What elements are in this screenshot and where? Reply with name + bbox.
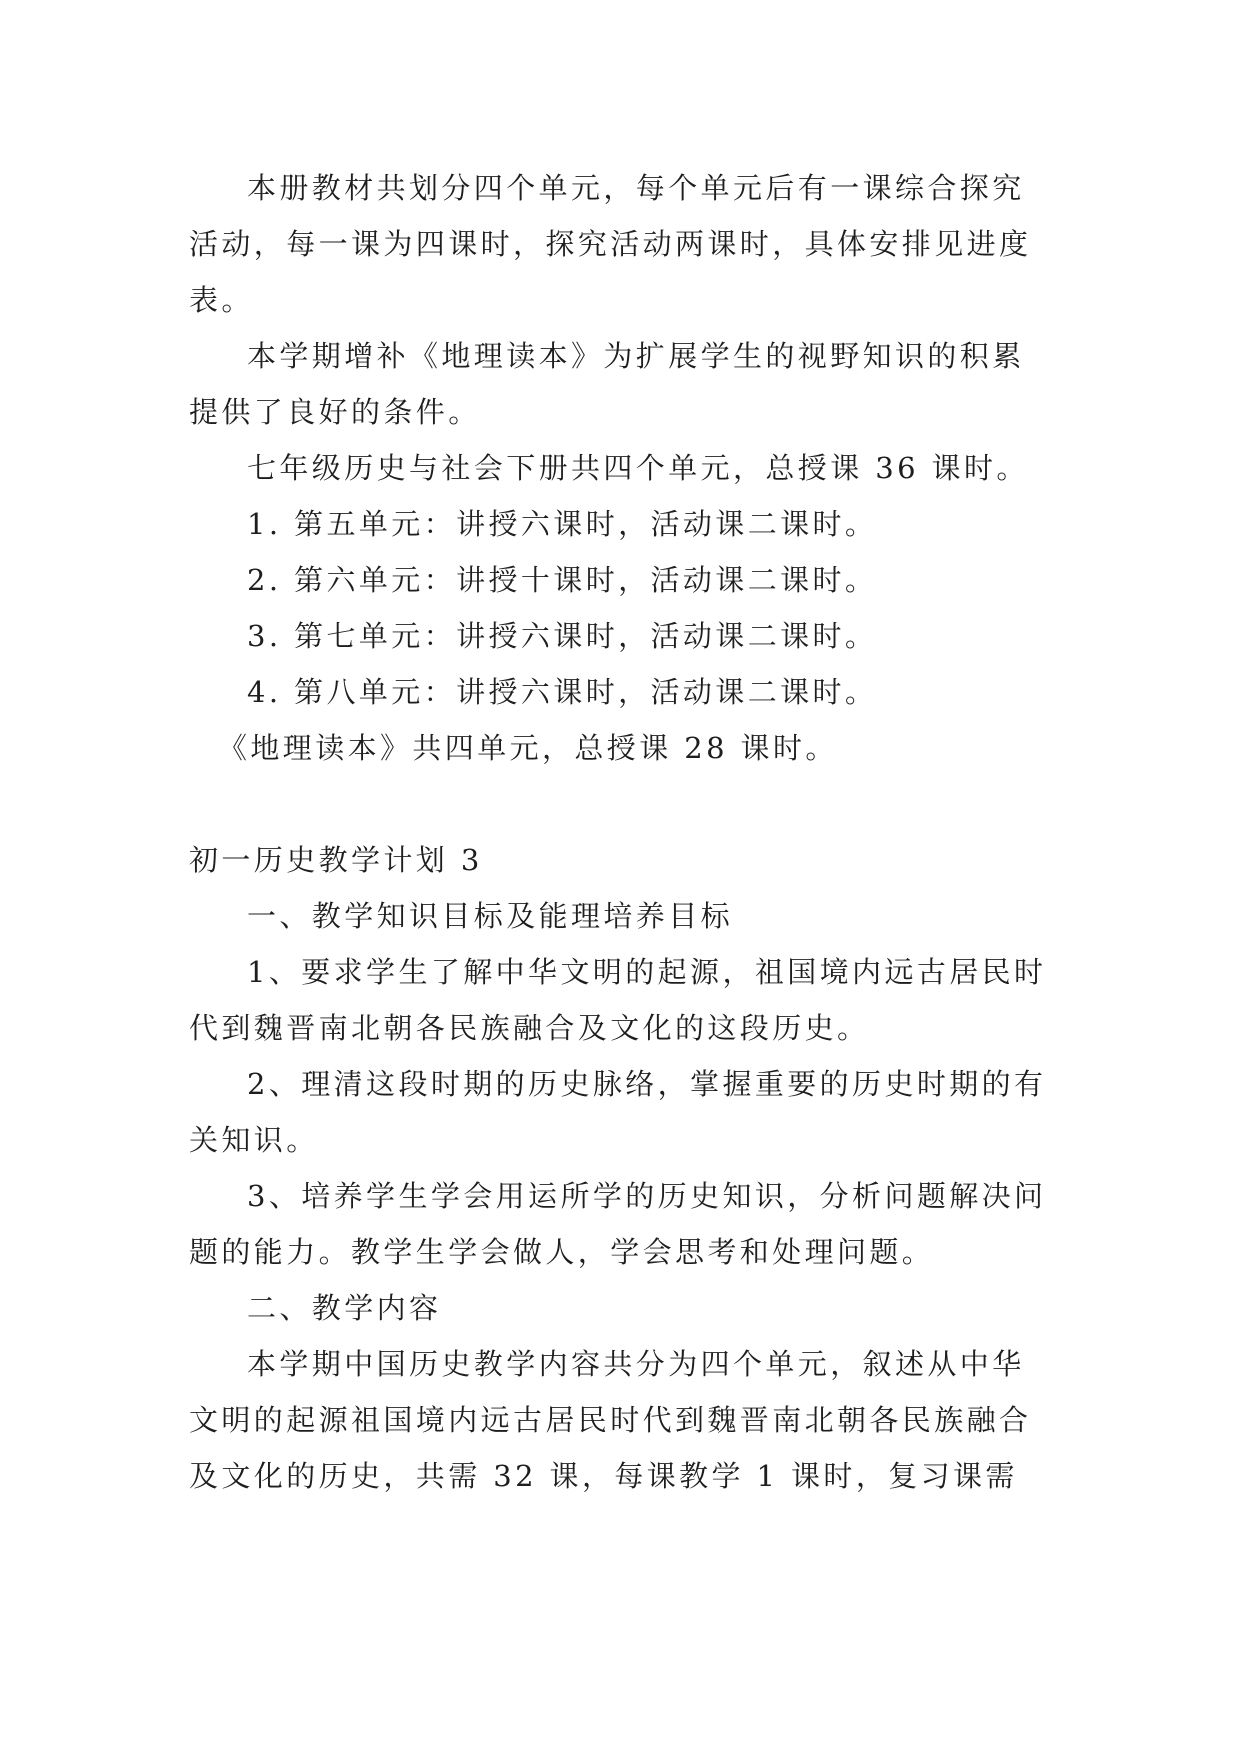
- objective-item-1: 1、要求学生了解中华文明的起源，祖国境内远古居民时代到魏晋南北朝各民族融合及文化的这段历史。: [189, 955, 1047, 1045]
- paragraph-geography-reader: 本学期增补《地理读本》为扩展学生的视野知识的积累提供了良好的条件。: [189, 339, 1025, 429]
- objective-item-2: 2、理清这段时期的历史脉络，掌握重要的历史时期的有关知识。: [189, 1067, 1047, 1157]
- heading-teaching-content: 二、教学内容: [247, 1291, 442, 1325]
- paragraph-teaching-content: 本学期中国历史教学内容共分为四个单元，叙述从中华文明的起源祖国境内远古居民时代到魏晋南北朝各民族融合及文化的历史，共需 32 课，每课教学 1 课时，复习课需: [189, 1347, 1032, 1493]
- paragraph-reader-hours: 《地理读本》共四单元，总授课 28 课时。: [218, 731, 838, 765]
- heading-teaching-objectives: 一、教学知识目标及能理培养目标: [247, 899, 734, 933]
- paragraph-unit-overview: 本册教材共划分四个单元，每个单元后有一课综合探究活动，每一课为四课时，探究活动两课时，具体安排见进度表。: [189, 171, 1032, 317]
- list-item-unit-5: 1. 第五单元：讲授六课时，活动课二课时。: [247, 507, 878, 541]
- list-item-unit-7: 3. 第七单元：讲授六课时，活动课二课时。: [247, 619, 878, 653]
- document-body: [189, 160, 1055, 1504]
- section-title: 初一历史教学计划 3: [189, 843, 483, 877]
- objective-item-3: 3、培养学生学会用运所学的历史知识，分析问题解决问题的能力。教学生学会做人，学会思考和处理问题。: [189, 1179, 1047, 1269]
- list-item-unit-6: 2. 第六单元：讲授十课时，活动课二课时。: [247, 563, 878, 597]
- list-item-unit-8: 4. 第八单元：讲授六课时，活动课二课时。: [247, 675, 878, 709]
- paragraph-total-hours: 七年级历史与社会下册共四个单元，总授课 36 课时。: [247, 451, 1029, 485]
- section-gap: [189, 776, 1055, 832]
